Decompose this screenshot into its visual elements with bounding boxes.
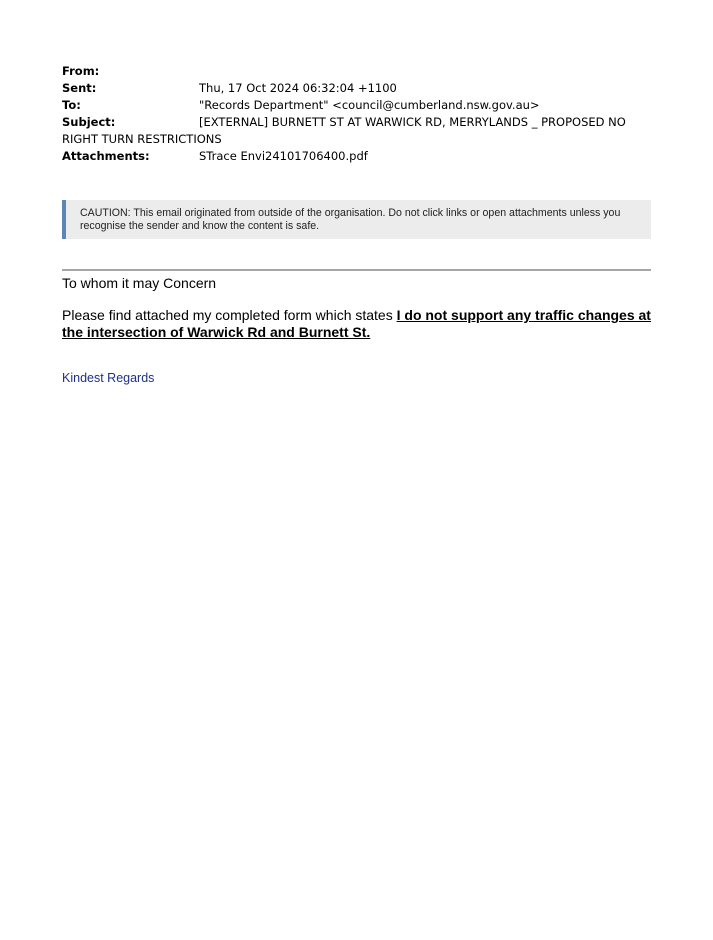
header-row-sent (62, 80, 397, 97)
to-label: To: (62, 98, 81, 112)
message-divider (62, 269, 651, 271)
attachments-label: Attachments: (62, 149, 150, 163)
header-row-to (62, 97, 540, 114)
header-row-attachments (62, 148, 368, 165)
greeting: To whom it may Concern (62, 275, 217, 291)
header-row-subject-continuation (62, 131, 222, 148)
from-label: From: (62, 64, 100, 78)
subject-continuation: RIGHT TURN RESTRICTIONS (62, 132, 222, 146)
caution-text: CAUTION: This email originated from outside of the organisation. Do not click links or open attachments unless you recognise the sender and know the content is safe. (80, 207, 621, 232)
header-row-from (62, 63, 99, 80)
sent-value: Thu, 17 Oct 2024 06:32:04 +1100 (199, 81, 397, 95)
paragraph-emphasis: I do not support any traffic changes at the intersection of Warwick Rd and Burnett St. (62, 307, 651, 340)
signoff: Kindest Regards (62, 371, 155, 385)
header-row-subject (62, 114, 626, 131)
subject-label: Subject: (62, 115, 116, 129)
attachment-file[interactable]: STrace Envi24101706400.pdf (199, 149, 368, 163)
sent-label: Sent: (62, 81, 97, 95)
to-value: "Records Department" <council@cumberland.nsw.gov.au> (199, 98, 540, 112)
caution-banner (62, 200, 651, 239)
body-paragraph (62, 307, 654, 341)
subject-value: [EXTERNAL] BURNETT ST AT WARWICK RD, MERRYLANDS _ PROPOSED NO (199, 115, 626, 129)
paragraph-lead: Please find attached my completed form which states (62, 307, 397, 323)
